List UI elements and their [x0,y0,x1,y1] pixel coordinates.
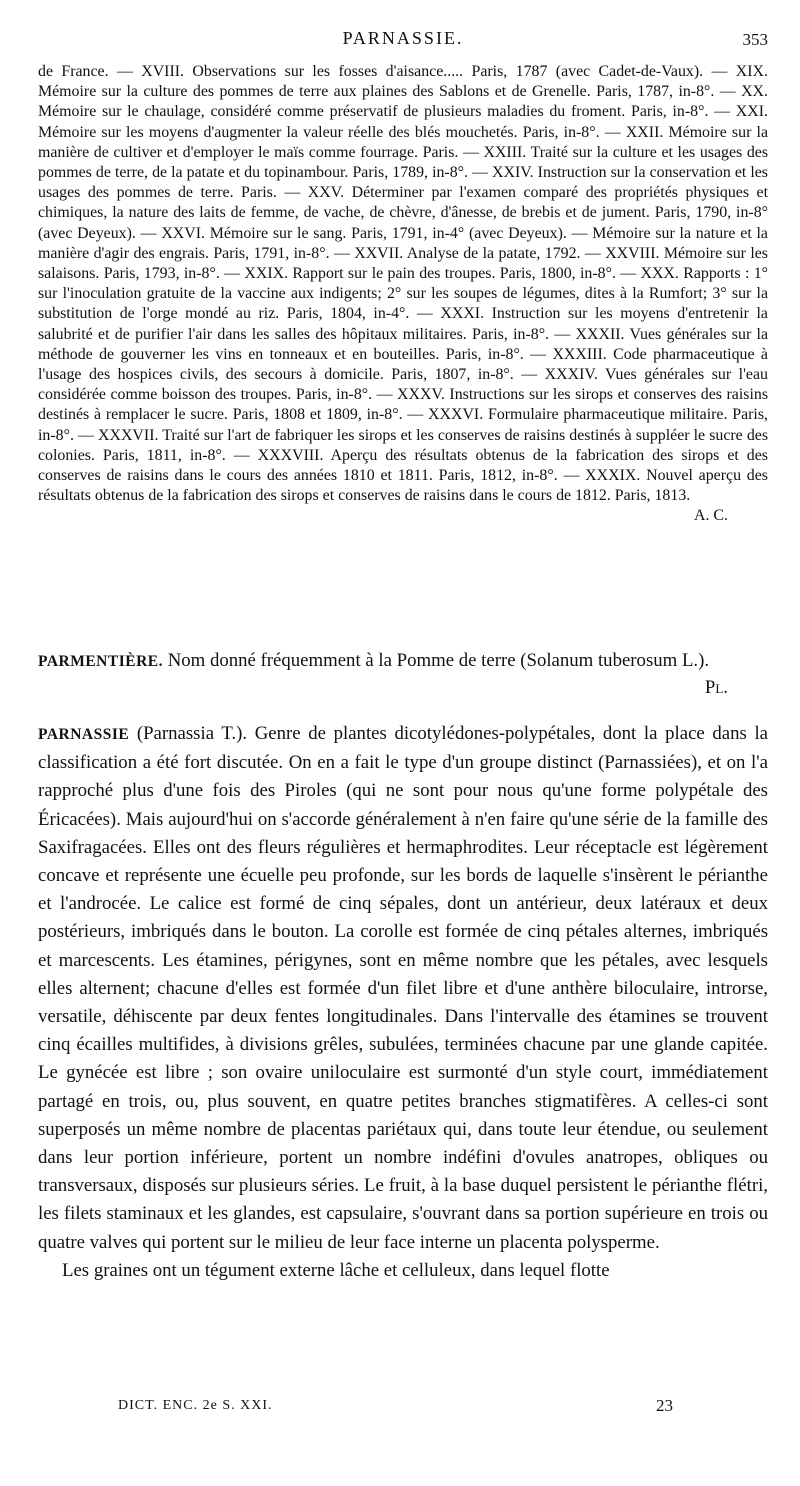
page-header [38,26,768,56]
entry-parmentiere-text: Nom donné fréquemment à la Pomme de terre (Solanum tuberosum L.). [167,650,710,671]
entry-parnassie [38,720,768,1285]
footer-gathering-number: 23 [656,1396,673,1415]
entry-parmentiere-signature: Pl. [704,677,728,698]
page-number: 353 [742,30,768,49]
page-footer [38,1398,768,1422]
bibliography-signature: A. C. [694,507,728,525]
headword-parnassie: PARNASSIE [38,726,130,743]
running-head: PARNASSIE. [342,28,464,48]
entry-parnassie-paragraph-1 [38,720,768,1257]
bibliography-block [38,62,768,527]
footer-signature-mark: DICT. ENC. 2e S. XXI. [118,1398,273,1413]
entry-parnassie-paragraph-2: Les graines ont un tégument externe lâche et celluleux, dans lequel flotte [62,1259,610,1281]
headword-parmentiere: PARMENTIÈRE. [38,653,163,670]
entry-parnassie-text: (Parnassia T.). Genre de plantes dicotylédones-polypétales, dont la place dans la classification a été fort discutée. On en a fait le type d'un groupe distinct (Parnassiées), et on l'a rapproché plus d'une fois des Piroles (qui ne sont pour nous qu'une forme polypétale des Éricacées). Mais aujourd'hui on s'accorde généralement à n'en faire qu'une série de la famille des Saxifragacées. Elles ont des fleurs régulières et hermaphrodites. Leur réceptacle est légèrement concave et représente une écuelle peu profonde, sur les bords de laquelle s'insèrent le périanthe et l'androcée. Le calice est formé de cinq sépales, dont un antérieur, deux latéraux et deux postérieurs, imbriqués dans le bouton. La corolle est formée de cinq pétales alternes, imbriqués et marcescents. Les étamines, périgynes, sont en même nombre que les pétales, avec lesquels elles alternent; chacune d'elles est formée d'un filet libre et d'une anthère biloculaire, introrse, versatile, déhiscente par deux fentes longitudinales. Dans l'intervalle des étamines se trouvent cinq écailles multifides, à divisions grêles, subulées, terminées chacune par une glande capitée. Le gynécée est libre ; son ovaire uniloculaire est surmonté d'un style court, immédiatement partagé en trois, ou, plus souvent, en quatre petites branches stigmatifères. A celles-ci sont superposés un même nombre de placentas pariétaux qui, dans toute leur étendue, ou seulement dans leur portion inférieure, portent un nombre indéfini d'ovules anatropes, obliques ou transversaux, disposés sur plusieurs séries. Le fruit, à la base duquel persistent le périanthe flétri, les filets staminaux et les glandes, est capsulaire, s'ouvrant dans sa portion supérieure en trois ou quatre valves qui portent sur le milieu de leur face interne un placenta polysperme. [38,723,769,1253]
bibliography-text: de France. — XVIII. Observations sur les fosses d'aisance..... Paris, 1787 (avec Cadet-de-Vaux). — XIX. Mémoire sur la culture des pommes de terre aux plaines des Sablons et de Grenelle. Paris, 1787, in-8°. — XX. Mémoire sur le chaulage, considéré comme préservatif de plusieurs maladies du froment. Paris, in-8°. — XXI. Mémoire sur les moyens d'augmenter la valeur réelle des blés mouchetés. Paris, in-8°. — XXII. Mémoire sur la manière de cultiver et d'employer le maïs comme fourrage. Paris. — XXIII. Traité sur la culture et les usages des pommes de terre, de la patate et du topinambour. Paris, 1789, in-8°. — XXIV. Instruction sur la conservation et les usages des pommes de terre. Paris. — XXV. Déterminer par l'examen comparé des propriétés physiques et chimiques, la nature des laits de femme, de vache, de chèvre, d'ânesse, de brebis et de jument. Paris, 1790, in-8° (avec Deyeux). — XXVI. Mémoire sur le sang. Paris, 1791, in-4° (avec Deyeux). — Mémoire sur la nature et la manière d'agir des engrais. Paris, 1791, in-8°. — XXVII. Analyse de la patate, 1792. — XXVIII. Mémoire sur les salaisons. Paris, 1793, in-8°. — XXIX. Rapport sur le pain des troupes. Paris, 1800, in-8°. — XXX. Rapports : 1° sur l'inoculation gratuite de la vaccine aux indigents; 2° sur les soupes de légumes, dites à la Rumfort; 3° sur la substitution de l'orge mondé au riz. Paris, 1804, in-4°. — XXXI. Instruction sur les moyens d'entretenir la salubrité et de purifier l'air dans les salles des hôpitaux militaires. Paris, in-8°. — XXXII. Vues générales sur la méthode de gouverner les vins en tonneaux et en bouteilles. Paris, in-8°. — XXXIII. Code pharmaceutique à l'usage des hospices civils, des secours à domicile. Paris, 1807, in-8°. — XXXIV. Vues générales sur l'eau considérée comme boisson des troupes. Paris, in-8°. — XXXV. Instructions sur les sirops et conserves des raisins destinés à remplacer le sucre. Paris, 1808 et 1809, in-8°. — XXXVI. Formulaire pharmaceutique militaire. Paris, in-8°. — XXXVII. Traité sur l'art de fabriquer les sirops et les conserves de raisins destinés à suppléer le sucre des colonies. Paris, 1811, in-8°. — XXXVIII. Aperçu des résultats obtenus de la fabrication des sirops et des conserves de raisins dans le cours des années 1810 et 1811. Paris, 1812, in-8°. — XXXIX. Nouvel aperçu des résultats obtenus de la fabrication des sirops et conserves de raisins dans le cours de 1812. Paris, 1813. [38,63,768,505]
entry-parmentiere [38,648,768,701]
